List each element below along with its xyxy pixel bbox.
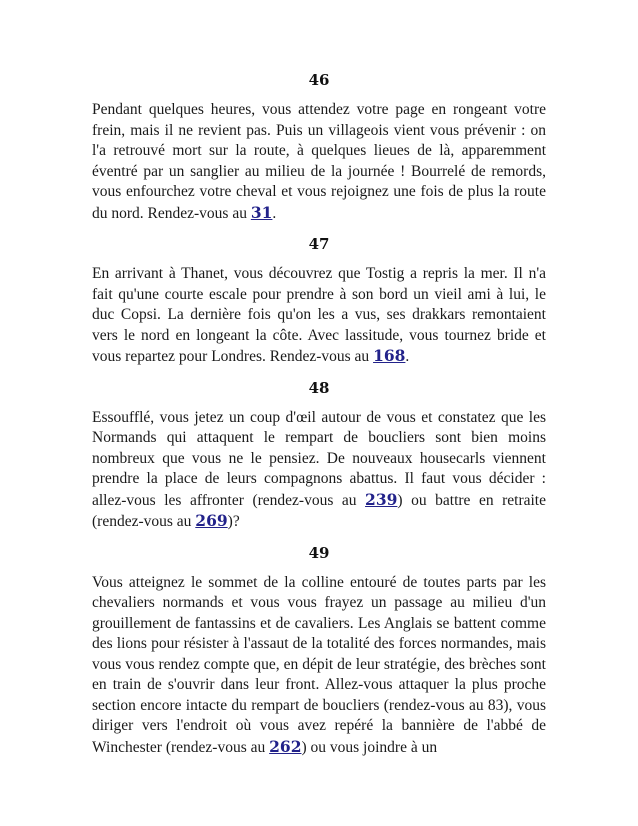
section-47 bbox=[92, 234, 546, 368]
text-part: ) ou vous joindre à un bbox=[301, 738, 438, 756]
section-text bbox=[92, 100, 546, 224]
link-section-31[interactable]: 31 bbox=[250, 202, 273, 222]
text-part: En arrivant à Thanet, vous découvrez que Tostig a repris la mer. Il n'a fait qu'une courte escale pour prendre à son bord un vieil ami à lui, le duc Copsi. La dernière fois qu'on les a vus, ses drakkars remontaient vers le nord en longeant la côte. Avec lassitude, vous tournez bride et vous repartez pour Londres. Rendez-vous au bbox=[92, 265, 546, 365]
text-part: ) ou battre en retraite (rendez-vous au bbox=[92, 491, 546, 530]
text-part: Pendant quelques heures, vous attendez votre page en rongeant votre frein, mais il ne revient pas. Puis un villageois vient vous prévenir : on l'a retrouvé mort sur la route, à quelques lieues de là, apparemment éventré par un sanglier au milieu de la journée ! Bourrelé de remords, vous enfourchez votre cheval et vous rejoignez une fois de plus la route du nord. Rendez-vous au bbox=[92, 101, 546, 222]
text-part: Vous atteignez le sommet de la colline entouré de toutes parts par les chevaliers normands et vous vous frayez un passage au milieu d'un grouillement de fantassins et de cavaliers. Les Anglais se battent comme des lions pour résister à l'assaut de la totalité des forces normandes, mais vous vous rendez compte que, en dépit de leur stratégie, des brèches sont en train de s'ouvrir dans leur front. Allez-vous attaquer la plus proche section encore intacte du rempart de boucliers (rendez-vous au 83), vous diriger vers l'endroit où vous avez repéré la bannière de l'abbé de Winchester (rendez-vous au bbox=[92, 573, 546, 756]
link-section-269[interactable]: 269 bbox=[195, 511, 228, 530]
book-page bbox=[92, 70, 546, 768]
section-text bbox=[92, 264, 546, 368]
text-part: . bbox=[272, 204, 277, 222]
section-number: 47 bbox=[308, 235, 330, 253]
section-number: 48 bbox=[308, 378, 330, 397]
section-text bbox=[92, 408, 546, 533]
section-49 bbox=[92, 543, 546, 759]
text-part: )? bbox=[227, 513, 240, 530]
text-part: Essoufflé, vous jetez un coup d'œil autour de vous et constatez que les Normands qui attaquent le rempart de boucliers sont bien moins nombreux que vous ne le pensiez. De nouveaux housecarls viennent prendre la place de leurs compagnons abattus. Il faut vous décider : allez-vous les affronter (rendez-vous au bbox=[92, 408, 546, 509]
link-section-168[interactable]: 168 bbox=[373, 346, 406, 365]
text-part: . bbox=[405, 348, 410, 365]
section-text bbox=[92, 573, 546, 759]
section-46 bbox=[92, 70, 546, 224]
link-section-262[interactable]: 262 bbox=[269, 736, 302, 756]
link-section-239[interactable]: 239 bbox=[365, 489, 398, 509]
section-48 bbox=[92, 378, 546, 533]
section-number: 46 bbox=[308, 71, 330, 89]
section-number: 49 bbox=[308, 543, 330, 562]
